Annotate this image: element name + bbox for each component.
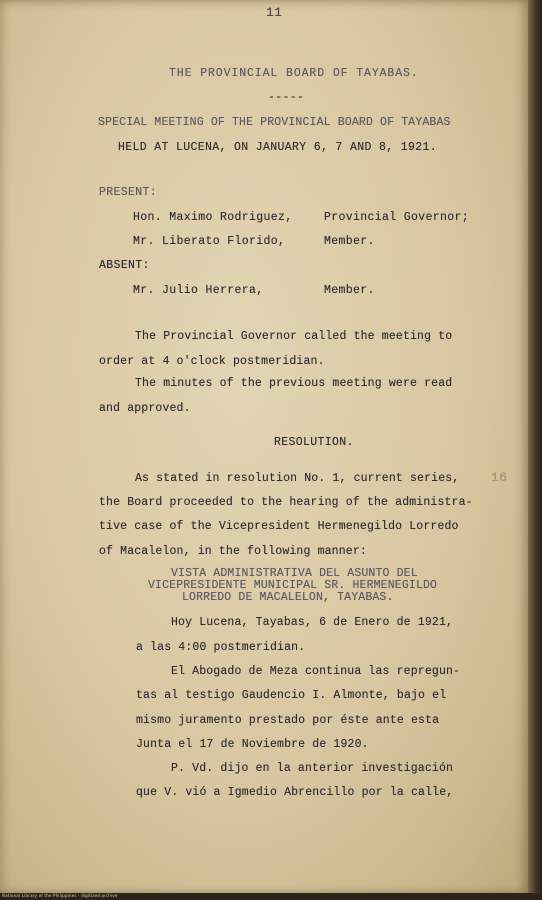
vista-body-line6: que V. vió a Igmedio Abrencillo por la calle, <box>136 786 454 799</box>
vista-body-line3: mismo juramento prestado por éste ante esta <box>136 714 440 727</box>
vista-date-line1: Hoy Lucena, Tayabas, 6 de Enero de 1921, <box>171 616 454 629</box>
book-spine <box>528 0 542 900</box>
resolution-line3: tive case of the Vicepresident Hermenegildo Lorredo <box>99 520 459 533</box>
call-to-order-line2: order at 4 o'clock postmeridian. <box>99 355 325 368</box>
present-label: PRESENT: <box>99 186 158 199</box>
minutes-line2: and approved. <box>99 402 191 415</box>
vista-title-line3: LORREDO DE MACALELON, TAYABAS. <box>182 591 394 604</box>
present-role-2: Member. <box>324 235 375 248</box>
present-role-1: Provincial Governor; <box>324 211 470 224</box>
meeting-heading-line1: SPECIAL MEETING OF THE PROVINCIAL BOARD OF TAYABAS <box>98 116 451 129</box>
page-number: 11 <box>266 5 283 20</box>
resolution-line2: the Board proceeded to the hearing of the administra- <box>99 496 473 509</box>
call-to-order-line1: The Provincial Governor called the meeting to <box>135 330 453 343</box>
vista-body-line1: El Abogado de Meza continua las repregun- <box>171 665 461 678</box>
resolution-line4: of Macalelon, in the following manner: <box>99 545 367 558</box>
margin-number: 16 <box>491 470 508 485</box>
present-name-1: Hon. Maximo Rodriguez, <box>133 211 293 224</box>
vista-body-line4: Junta el 17 de Noviembre de 1920. <box>136 738 369 751</box>
header-divider: ----- <box>268 91 305 104</box>
absent-label: ABSENT: <box>99 259 150 272</box>
minutes-line1: The minutes of the previous meeting were read <box>135 377 453 390</box>
vista-title-line1: VISTA ADMINISTRATIVA DEL ASUNTO DEL <box>171 567 418 580</box>
resolution-heading: RESOLUTION. <box>274 436 354 449</box>
vista-title-line2: VICEPRESIDENTE MUNICIPAL SR. HERMENEGILDO <box>148 579 438 592</box>
vista-date-line2: a las 4:00 postmeridian. <box>136 641 306 654</box>
vista-body-line2: tas al testigo Gaudencio I. Almonte, bajo el <box>136 689 447 702</box>
present-name-2: Mr. Liberato Florido, <box>133 235 286 248</box>
resolution-line1: As stated in resolution No. 1, current series, <box>135 472 460 485</box>
meeting-heading-line2: HELD AT LUCENA, ON JANUARY 6, 7 AND 8, 1921. <box>118 141 438 154</box>
vista-body-line5: P. Vd. dijo en la anterior investigación <box>171 762 454 775</box>
archive-footer-text: National Library of the Philippines · digitized archive <box>2 893 118 898</box>
absent-role-1: Member. <box>324 284 375 297</box>
absent-name-1: Mr. Julio Herrera, <box>133 284 264 297</box>
board-title: THE PROVINCIAL BOARD OF TAYABAS. <box>169 67 419 80</box>
